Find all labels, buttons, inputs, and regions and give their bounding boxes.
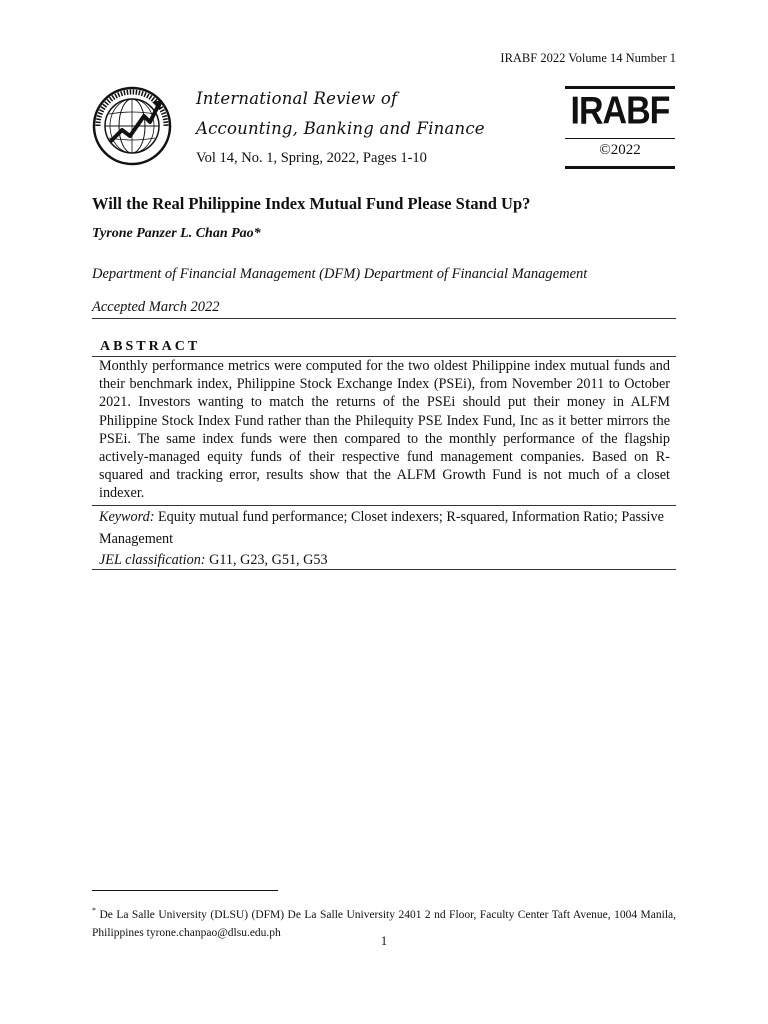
accepted-date: Accepted March 2022 xyxy=(92,299,220,315)
author-affiliation: Department of Financial Management (DFM) Department of Financial Management xyxy=(92,266,588,282)
divider-after-keywords xyxy=(92,569,676,570)
page-number: 1 xyxy=(380,934,388,948)
journal-name-line2: Accounting, Banking and Finance xyxy=(196,119,485,138)
running-head: IRABF 2022 Volume 14 Number 1 xyxy=(500,51,676,65)
keywords-label: Keyword: xyxy=(99,509,155,525)
jel-value: G11, G23, G51, G53 xyxy=(209,552,328,568)
abstract-heading: ABSTRACT xyxy=(100,339,201,354)
irabf-acronym: IRABF xyxy=(570,89,670,133)
divider-after-abstract xyxy=(92,505,676,506)
article-author: Tyrone Panzer L. Chan Pao* xyxy=(92,226,261,241)
volume-info: Vol 14, No. 1, Spring, 2022, Pages 1-10 xyxy=(196,150,427,166)
jel-label: JEL classification: xyxy=(99,552,206,568)
irabf-masthead xyxy=(565,86,675,170)
keywords-block xyxy=(99,507,676,572)
masthead-mid-rule xyxy=(565,138,675,139)
copyright-year: ©2022 xyxy=(599,142,641,158)
journal-name-line1: International Review of xyxy=(196,89,398,108)
footnote-text: De La Salle University (DLSU) (DFM) De La Salle University 2401 2 nd Floor, Faculty Center Taft Avenue, 1004 Manila, Philippines tyrone.chanpao@dlsu.edu.ph xyxy=(92,908,677,939)
keywords-value: Equity mutual fund performance; Closet indexers; R-squared, Information Ratio; Passive Management xyxy=(99,509,664,547)
divider-after-accepted xyxy=(92,318,676,319)
footnote-marker: * xyxy=(92,906,96,915)
masthead-bottom-rule xyxy=(565,166,675,169)
abstract-body: Monthly performance metrics were computed for the two oldest Philippine index mutual funds and their benchmark index, Philippine Stock Exchange Index (PSEi), from November 2011 to October 2021. Investors wanting to match the returns of the PSEi should put their money in ALFM Philippine Stock Index Fund rather than the Philequity PSE Index Fund, Inc as it better mirrors the PSEi. The same index funds were then compared to the monthly performance of the flagship actively-managed equity funds of their respective fund management companies. Based on R-squared and tracking error, results show that the ALFM Growth Fund is not much of a closet indexer. xyxy=(99,358,670,502)
footnote-rule xyxy=(92,890,278,891)
article-title: Will the Real Philippine Index Mutual Fund Please Stand Up? xyxy=(92,194,531,213)
journal-globe-logo xyxy=(92,86,172,166)
keywords-line xyxy=(99,507,676,550)
